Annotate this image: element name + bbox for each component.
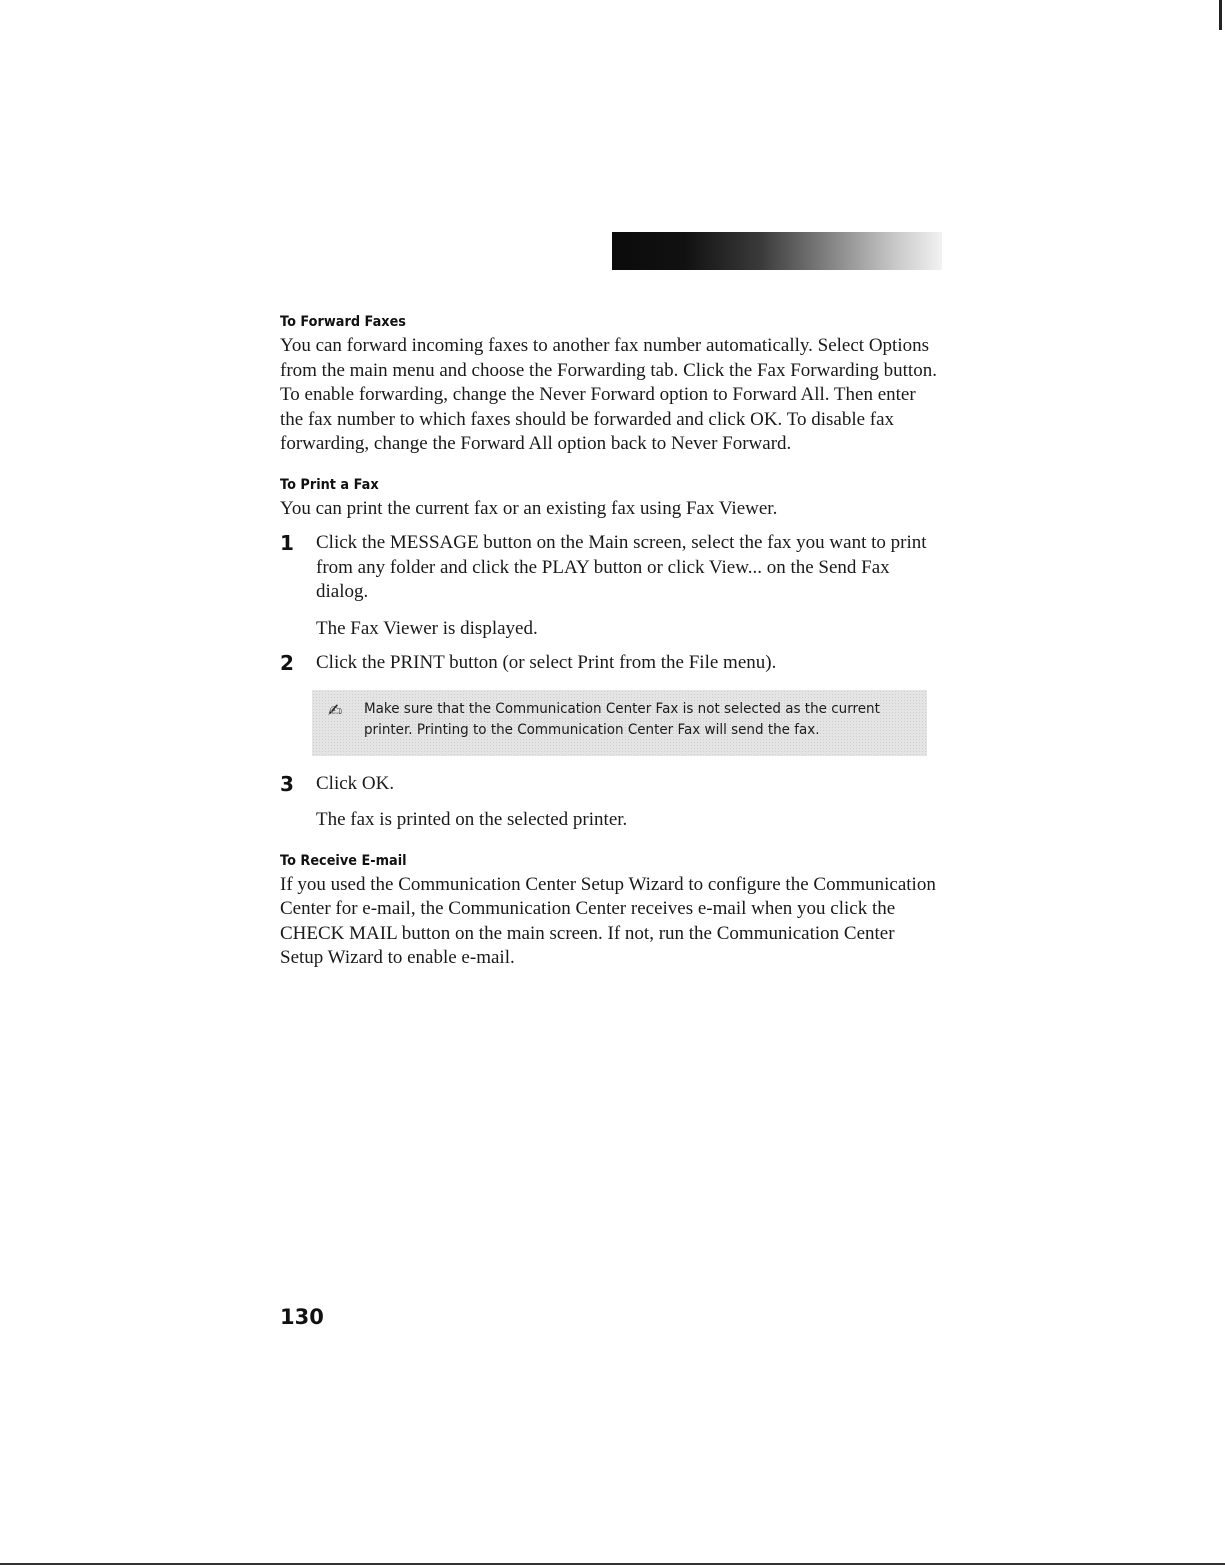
- section-forward-faxes: [280, 314, 940, 457]
- step-text: Click the MESSAGE button on the Main screen, select the fax you want to print from any folder and click the PLAY button or click View... on the Send Fax dialog.: [316, 532, 927, 602]
- step-number: 2: [280, 651, 294, 675]
- scan-edge-mark: [1219, 0, 1222, 30]
- step-number: 1: [280, 531, 294, 555]
- page-content: [280, 314, 940, 991]
- section-intro: You can print the current fax or an existing fax using Fax Viewer.: [280, 497, 778, 519]
- note-text: Make sure that the Communication Center Fax is not selected as the current printer. Printing to the Communication Center Fax will send the fax.: [364, 700, 880, 738]
- note-pencil-icon: ✍: [328, 700, 343, 721]
- section-heading: To Receive E-mail: [280, 852, 407, 869]
- section-body: You can forward incoming faxes to another fax number automatically. Select Options from the main menu and choose the Forwarding tab. Click the Fax Forwarding button. To enable forwarding, change the Never Forward option to Forward All. Then enter the fax number to which faxes should be forwarded and click OK. To disable fax forwarding, change the Forward All option back to Never Forward.: [280, 335, 937, 454]
- step-text: Click OK.: [316, 772, 395, 794]
- page-number: 130: [280, 1305, 324, 1329]
- step-2: [280, 651, 940, 676]
- step-text: Click the PRINT button (or select Print from the File menu).: [316, 652, 777, 673]
- step-result: The Fax Viewer is displayed.: [316, 617, 538, 639]
- step-3: [280, 772, 940, 833]
- step-1: [280, 531, 940, 641]
- step-number: 3: [280, 771, 294, 796]
- section-body: If you used the Communication Center Setup Wizard to configure the Communication Center for e-mail, the Communication Center receives e-mail when you click the CHECK MAIL button on the main screen. If not, run the Communication Center Setup Wizard to enable e-mail.: [280, 873, 936, 968]
- section-receive-email: [280, 853, 940, 971]
- section-heading: To Forward Faxes: [280, 314, 406, 330]
- section-heading: To Print a Fax: [280, 476, 379, 493]
- section-print-fax: [280, 477, 940, 833]
- chapter-header-bar: [612, 232, 942, 270]
- step-result: The fax is printed on the selected printer.: [316, 809, 628, 830]
- note-box: [312, 690, 927, 756]
- scan-bottom-edge: [0, 1563, 1225, 1565]
